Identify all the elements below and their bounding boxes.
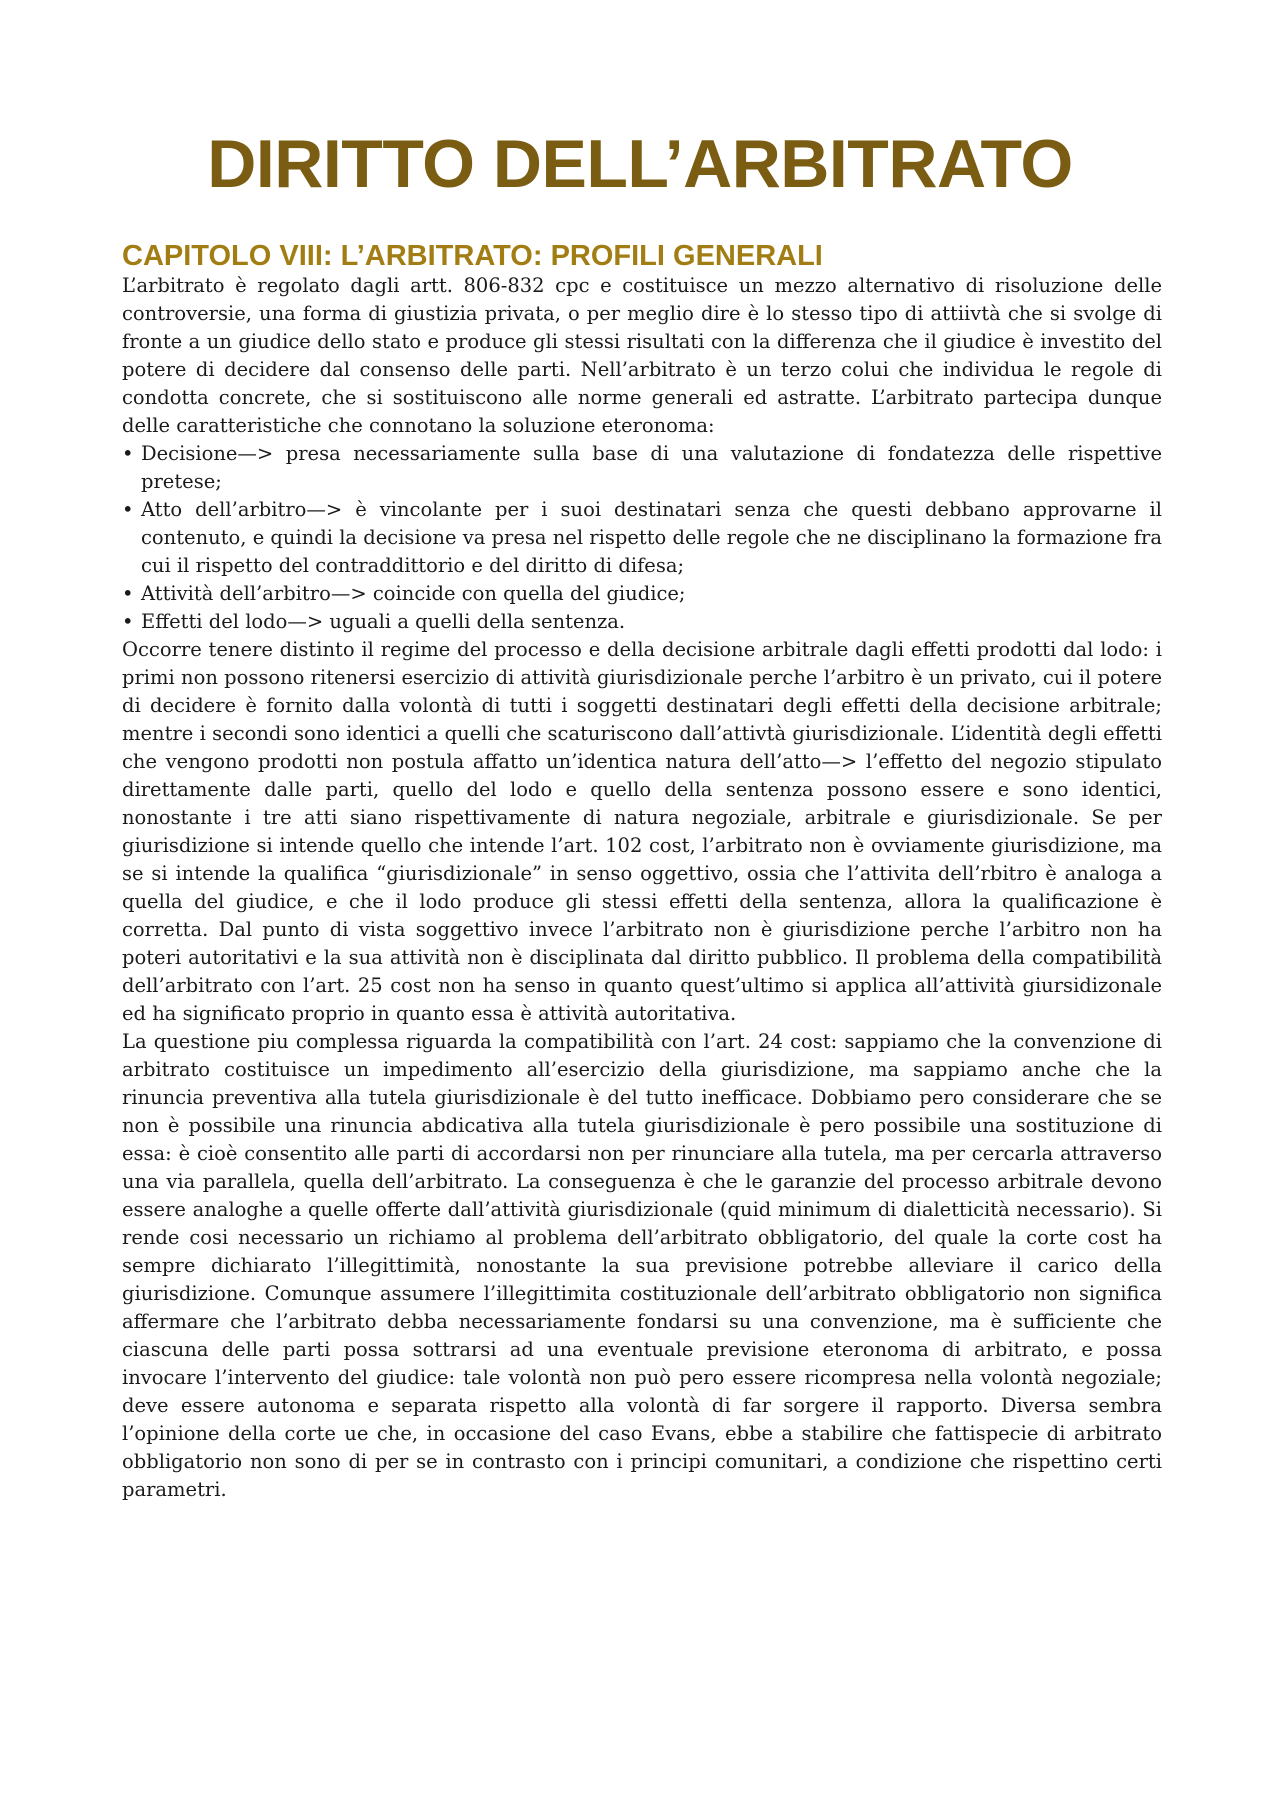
paragraph-effects: Occorre tenere distinto il regime del processo e della decisione arbitrale dagli effetti prodotti dal lodo: i primi non possono ritenersi esercizio di attività giurisdizionale perche l’arbitro è un privato, cui il potere di decidere è fornito dalla volontà di tutti i soggetti destinatari degli effetti della decisione arbitrale; mentre i secondi sono identici a quelli che scaturiscono dall’attivtà giurisdizionale. L’identità degli effetti che vengono prodotti non postula affatto un’identica natura dell’atto—> l’effetto del negozio stipulato direttamente dalle parti, quello del lodo e quello della sentenza possono essere e sono identici, nonostante i tre atti siano rispettivamente di natura negoziale, arbitrale e giurisdizionale. Se per giurisdizione si intende quello che intende l’art. 102 cost, l’arbitrato non è ovviamente giurisdizione, ma se si intende la qualifica “giurisdizionale” in senso oggettivo, ossia che l’attivita dell’rbitro è analoga a quella del giudice, e che il lodo produce gli stessi effetti della sentenza, allora la qualificazione è corretta. Dal punto di vista soggettivo invece l’arbitrato non è giurisdizione perche l’arbitro non ha poteri autoritativi e la sua attività non è disciplinata dal diritto pubblico. Il problema della compatibilità dell’arbitrato con l’art. 25 cost non ha senso in quanto quest’ultimo si applica all’attività giursidizonale ed ha significato proprio in quanto essa è attività autoritativa. [122,638,1162,1025]
chapter-heading [122,238,1162,274]
list-item-text: Attività dell’arbitro—> coincide con quella del giudice; [141,582,686,605]
document-title: DIRITTO DELL’ARBITRATO [207,126,1073,202]
list-item-text: Decisione—> presa necessariamente sulla base di una valutazione di fondatezza delle rispettive pretese; [141,442,1162,493]
bullet-marker: • [122,498,134,521]
chapter-label: CAPITOLO VIII: [122,240,333,272]
list-item [122,608,1162,636]
bullet-marker: • [122,442,134,465]
bullet-marker: • [122,610,134,633]
bullet-marker: • [122,582,134,605]
paragraph-compatibility: La questione piu complessa riguarda la compatibilità con l’art. 24 cost: sappiamo che la convenzione di arbitrato costituisce un impedimento all’esercizio della giurisdizione, ma sappiamo anche che la rinuncia preventiva alla tutela giurisdizionale è del tutto inefficace. Dobbiamo pero considerare che se non è possibile una rinuncia abdicativa alla tutela giurisdizionale è pero possibile una sostituzione di essa: è cioè consentito alle parti di accordarsi non per rinunciare alla tutela, ma per cercarla attraverso una via parallela, quella dell’arbitrato. La conseguenza è che le garanzie del processo arbitrale devono essere analoghe a quelle offerte dall’attività giurisdizionale (quid minimum di dialetticità necessario). Si rende cosi necessario un richiamo al problema dell’arbitrato obbligatorio, del quale la corte cost ha sempre dichiarato l’illegittimità, nonostante la sua previsione potrebbe alleviare il carico della giurisdizione. Comunque assumere l’illegittimita costituzionale dell’arbitrato obbligatorio non significa affermare che l’arbitrato debba necessariamente fondarsi su una convenzione, ma è sufficiente che ciascuna delle parti possa sottrarsi ad una eventuale previsione eteronoma di arbitrato, e possa invocare l’intervento del giudice: tale volontà non può pero essere ricompresa nella volontà negoziale; deve essere autonoma e separata rispetto alla volontà di far sorgere il rapporto. Diversa sembra l’opinione della corte ue che, in occasione del caso Evans, ebbe a stabilire che fattispecie di arbitrato obbligatorio non sono di per se in contrasto con i principi comunitari, a condizione che rispettino certi parametri. [122,1030,1162,1501]
list-item [122,580,1162,608]
list-item [122,496,1162,580]
characteristics-list [122,440,1162,636]
chapter-title: L’ARBITRATO: PROFILI GENERALI [332,240,823,272]
document-body [122,272,1162,1504]
list-item [122,440,1162,496]
intro-paragraph: L’arbitrato è regolato dagli artt. 806-832 cpc e costituisce un mezzo alternativo di risoluzione delle controversie, una forma di giustizia privata, o per meglio dire è lo stesso tipo di attiivtà che si svolge di fronte a un giudice dello stato e produce gli stessi risultati con la differenza che il giudice è investito del potere di decidere dal consenso delle parti. Nell’arbitrato è un terzo colui che individua le regole di condotta concrete, che si sostituiscono alle norme generali ed astratte. L’arbitrato partecipa dunque delle caratteristiche che connotano la soluzione eteronoma: [122,274,1162,437]
list-item-text: Atto dell’arbitro—> è vincolante per i suoi destinatari senza che questi debbano approvarne il contenuto, e quindi la decisione va presa nel rispetto delle regole che ne disciplinano la formazione fra cui il rispetto del contraddittorio e del diritto di difesa; [141,498,1162,577]
list-item-text: Effetti del lodo—> uguali a quelli della sentenza. [141,610,626,633]
